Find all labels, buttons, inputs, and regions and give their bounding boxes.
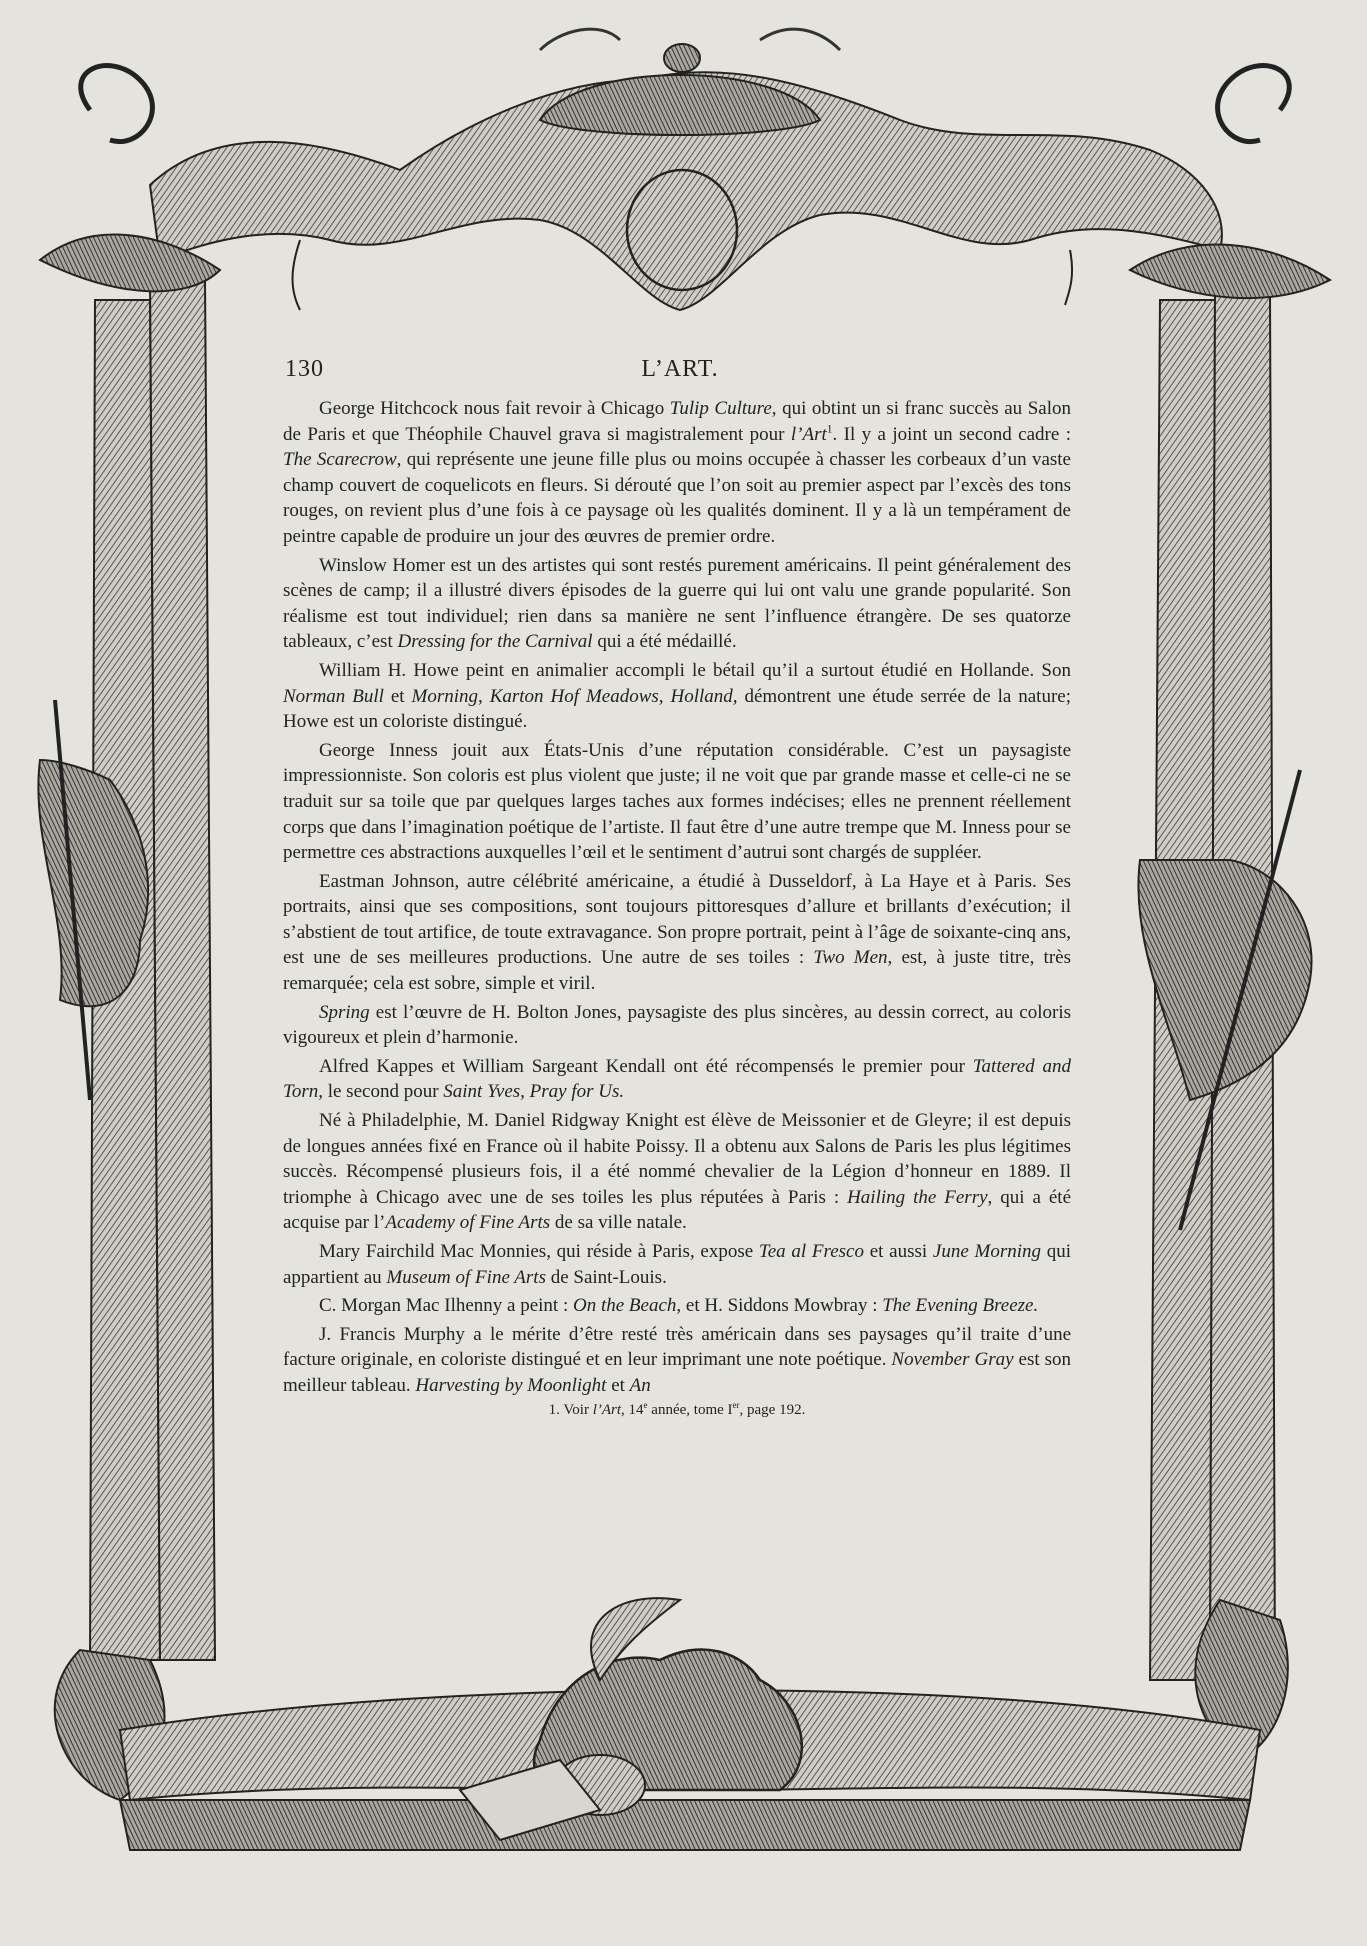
text-run: est l’œuvre de H. Bolton Jones, paysagiste des plus sincères, au dessin correct, au coloris vigoureux et plein d’harmonie. [283,1001,1071,1049]
text-run: . Il y a joint un second cadre : [832,423,1071,445]
page-number: 130 [285,356,324,382]
italic-title: l’Art [592,1401,622,1418]
left-pillar-ornament [38,235,220,1800]
paragraph [283,1293,1071,1319]
page-header [285,356,1075,386]
superscript: er [732,1399,740,1410]
text-run: William H. Howe peint en animalier accompli le bétail qu’il a surtout étudié en Hollande. Son [319,659,1071,681]
italic-title: Saint Yves, Pray for Us. [443,1081,625,1103]
text-run: est son meilleur tableau. [283,1349,1072,1396]
text-run: et aussi [863,1241,933,1262]
article-body [283,396,1071,1804]
text-run: , page 192. [739,1401,806,1418]
paragraph [283,553,1071,655]
text-run: Mary Fairchild Mac Monnies, qui réside à Paris, expose [319,1241,759,1262]
text-run: de Saint-Louis. [545,1266,667,1288]
footnote [283,1400,1071,1420]
paragraph [283,1000,1071,1051]
italic-title: Tea al Fresco [758,1241,864,1262]
italic-title: Tulip Culture [669,398,772,419]
italic-title: November Gray [891,1349,1014,1371]
italic-title: Museum of Fine Arts [386,1266,546,1288]
paragraph [283,1322,1071,1399]
text-run: Né à Philadelphie, M. Daniel Ridgway Knight est élève de Meissonier et de Gleyre; il est depuis de longues années fixé en France où il habite Poissy. Il a obtenu aux Salons de Paris les plus légitimes succès. Récompensé plusieurs fois, il a été nommé chevalier de la Légion d’honneur en 1889. Il triomphe à Chicago avec une de ses toiles les plus réputées à Paris : [283,1110,1071,1208]
italic-title: Harvesting by Moonlight [415,1374,607,1396]
italic-title: Dressing for the Carnival [397,631,593,653]
text-run: J. Francis Murphy a le mérite d’être resté très américain dans ses paysages qu’il traite d’une facture originale, en coloriste distingué et en leur imprimant une note poétique. [283,1323,1071,1371]
text-run: Eastman Johnson, autre célébrité américaine, a étudié à Dusseldorf, à La Haye et à Paris. Ses portraits, ainsi que ses compositions, sont toujours pittoresques d’allure et brillants d’exécution; il s’abstient de tout artifice, de toute extravagance. Son propre portrait, peint à l’âge de soixante-cinq ans, est une de ses meilleures productions. Une autre de ses toiles : [283,870,1071,969]
text-run: et [383,685,412,707]
text-run: Winslow Homer est un des artistes qui sont restés purement américains. Il peint généralement des scènes de camp; il a illustré divers épisodes de la guerre qui lui ont valu une grande popularité. Son réalisme est tout individuel; rien dans sa manière ne sent l’influence étrangère. De ses quatorze tableaux, c’est [283,554,1071,653]
paragraph [283,658,1071,735]
text-run: , est, à juste titre, très remarquée; cela est sobre, simple et viril. [283,947,1071,995]
text-run: C. Morgan Mac Ilhenny a peint : [319,1295,573,1317]
running-title: L’ART. [641,356,719,382]
text-run: Alfred Kappes et William Sargeant Kendall ont été récompensés le premier pour [319,1055,973,1077]
paragraph [283,1239,1071,1290]
italic-title: Hailing the Ferry [847,1186,988,1208]
superscript: e [643,1399,648,1410]
italic-title: Norman Bull [283,685,384,707]
top-canopy-ornament [81,29,1290,310]
paragraph [283,738,1071,866]
italic-title: June Morning [932,1241,1041,1262]
text-run: année, tome I [647,1401,733,1418]
paragraph [283,1054,1071,1105]
italic-title: l’Art [790,423,827,445]
paragraph [283,869,1071,997]
italic-title: Two Men [813,947,888,969]
italic-title: On the Beach [573,1295,677,1317]
italic-title: The Evening Breeze. [882,1295,1039,1317]
text-run: et [606,1374,630,1396]
text-run: démontrent une étude serrée de la nature; Howe est un coloriste distingué. [283,685,1072,733]
text-run: George Inness jouit aux États-Unis d’une réputation considérable. C’est un paysagiste impressionniste. Son coloris est plus violent que juste; il ne voit que par grande masse et celle-ci ne se traduit sur sa toile que par quelques larges taches aux formes indécises; elles ne prennent réellement corps que dans l’imagination poétique de l’artiste. Il faut être d’une autre trempe que M. Inness pour se permettre ces abstractions auxquelles l’œil et le sentiment d’autrui sont chargés de suppléer. [283,739,1071,864]
italic-title: Tattered and Torn, [283,1055,1071,1103]
paragraph [283,1108,1071,1236]
italic-title: An [629,1374,651,1396]
paragraph-list [283,396,1071,1399]
text-run: 1. Voir [548,1401,593,1418]
text-run: qui appartient au [283,1241,1072,1288]
text-run: , 14 [621,1401,644,1418]
italic-title: Morning, Karton Hof Meadows, Holland, [411,685,738,707]
italic-title: Academy of Fine Arts [385,1212,551,1234]
italic-title: The Scarecrow [283,449,397,471]
text-run: de sa ville natale. [550,1212,687,1234]
text-run: qui a été médaillé. [592,631,737,653]
paragraph [283,396,1071,550]
text-run: George Hitchcock nous fait revoir à Chicago [319,398,670,419]
text-run: , qui représente une jeune fille plus ou moins occupée à chasser les corbeaux d’un vaste champ couvert de coquelicots en fleurs. Si dérouté que l’on soit au premier aspect par l’excès des tons rouges, on revient plus d’une fois à ce paysage où les qualités dominent. Il y a là un tempérament de peintre capable de produire un jour des œuvres de premier ordre. [283,449,1071,547]
text-run: , qui obtint un si franc succès au Salon de Paris et que Théophile Chauvel grava si magistralement pour [283,398,1071,445]
right-pillar-ornament [1130,245,1330,1760]
superscript: 1 [826,423,833,436]
text-run: , qui a été acquise par l’ [283,1186,1072,1234]
text-run: , et H. Siddons Mowbray : [676,1295,883,1317]
text-run: le second pour [322,1081,444,1103]
italic-title: Spring [319,1001,370,1023]
